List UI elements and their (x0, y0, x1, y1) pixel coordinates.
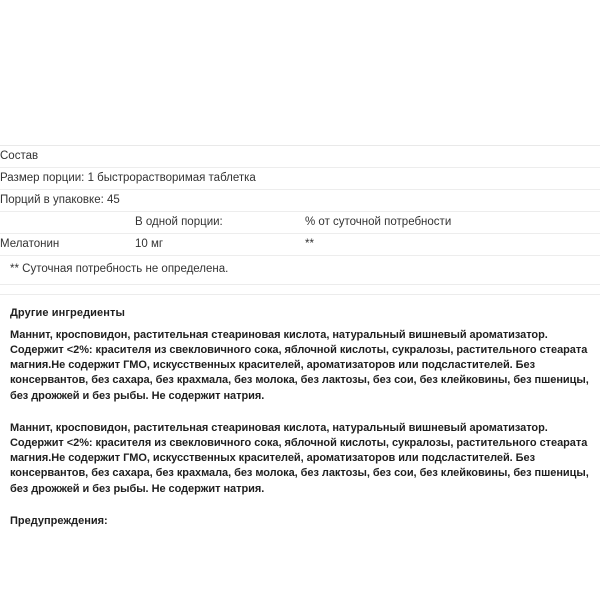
nutrient-daily-value-melatonin: ** (305, 234, 600, 256)
column-header-nutrient (0, 212, 135, 234)
lower-content (0, 307, 600, 527)
table-row-section-title (0, 146, 600, 168)
table-row (0, 234, 600, 256)
warnings-heading: Предупреждения: (10, 514, 108, 527)
column-header-daily-value: % от суточной потребности (305, 212, 600, 234)
table-row-serving-size (0, 168, 600, 190)
supplement-facts-table (0, 145, 600, 295)
nutrient-name-melatonin: Мелатонин (0, 234, 135, 256)
other-ingredients-paragraph-1: Маннит, кросповидон, растительная стеариновая кислота, натуральный вишневый ароматизатор. Содержит <2%: красителя из свекловичного сока, яблочной кислоты, сукралозы, растительного стеарата магния.Не содержит ГМО, искусственных красителей, ароматизаторов или подсластителей. Без консервантов, без сахара, без крахмала, без молока, без лактозы, без сои, без клейковины, без пшеницы, без дрожжей и без рыбы. Не содержит натрия. (10, 328, 589, 402)
table-header-row (0, 212, 600, 234)
table-bottom-spacer (0, 284, 600, 294)
column-header-amount-per-serving: В одной порции: (135, 212, 305, 234)
other-ingredients-heading: Другие ингредиенты (10, 306, 125, 319)
top-whitespace (0, 0, 600, 145)
nutrient-amount-melatonin: 10 мг (135, 234, 305, 256)
serving-size-text: Размер порции: 1 быстрорастворимая таблетка (0, 168, 600, 190)
section-title: Состав (0, 146, 600, 168)
other-ingredients-paragraph-2: Маннит, кросповидон, растительная стеариновая кислота, натуральный вишневый ароматизатор. Содержит <2%: красителя из свекловичного сока, яблочной кислоты, сукралозы, растительного стеарата магния.Не содержит ГМО, искусственных красителей, ароматизаторов или подсластителей. Без консервантов, без сахара, без крахмала, без молока, без лактозы, без сои, без клейковины, без пшеницы, без дрожжей и без рыбы. Не содержит натрия. (10, 421, 589, 495)
table-bottom-spacer-cell (0, 284, 600, 294)
servings-per-container-text: Порций в упаковке: 45 (0, 190, 600, 212)
table-row-servings-per-container (0, 190, 600, 212)
table-row-footnote (0, 256, 600, 285)
daily-value-footnote: ** Суточная потребность не определена. (0, 256, 600, 285)
